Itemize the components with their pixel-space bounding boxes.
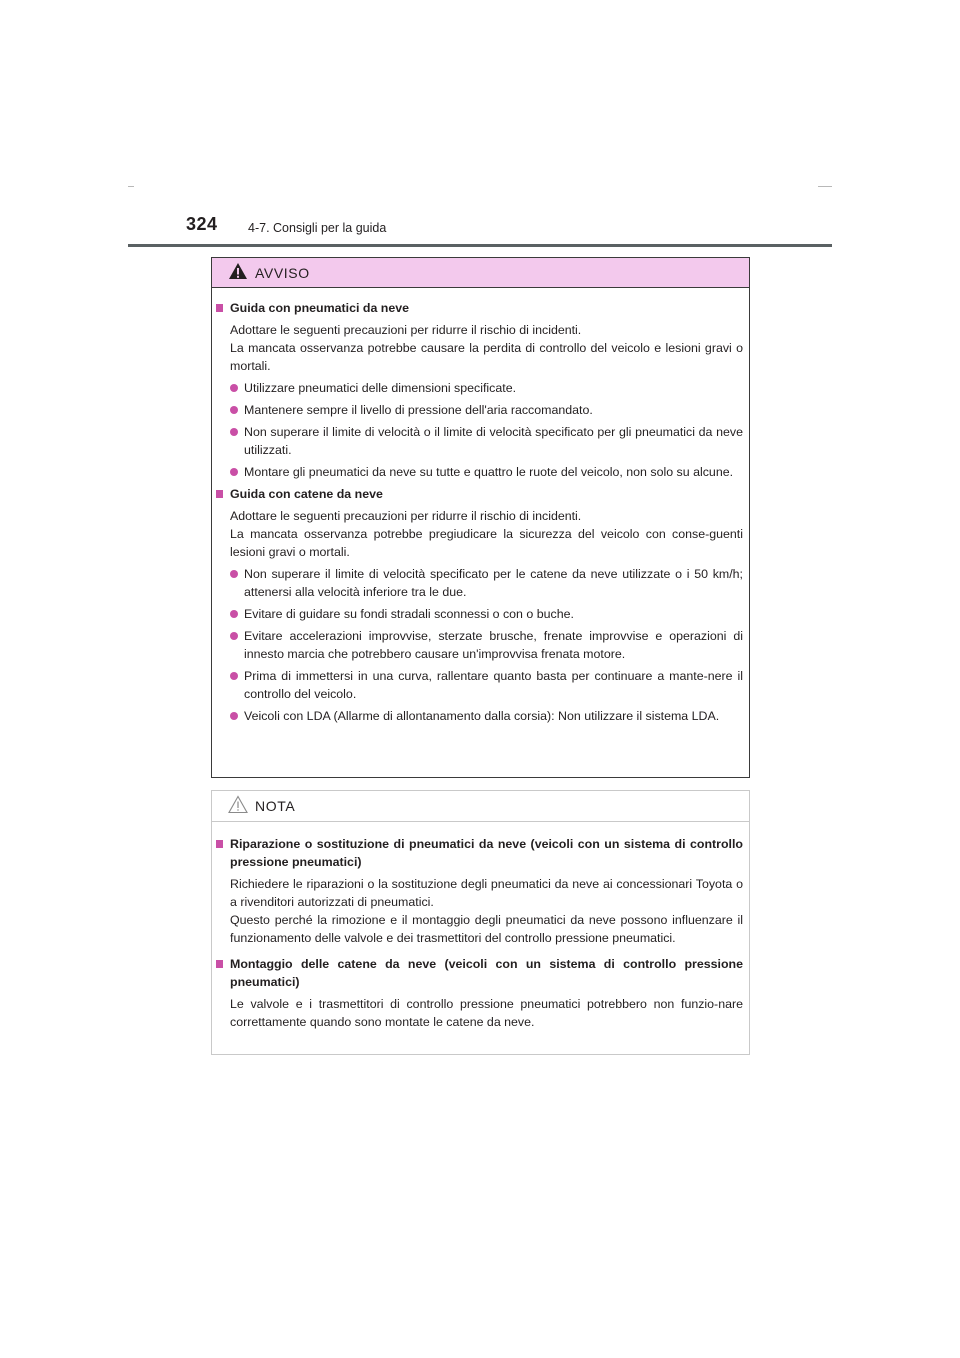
bullet-item: Mantenere sempre il livello di pressione dell'aria raccomandato.	[216, 401, 743, 419]
bullet-list	[216, 379, 743, 481]
bullet-item: Evitare di guidare su fondi stradali sconnessi o con o buche.	[216, 605, 743, 623]
crop-mark-right	[818, 186, 832, 187]
header-rule	[128, 244, 832, 247]
note-box-title: NOTA	[255, 798, 296, 814]
note-content	[216, 835, 743, 1035]
section-heading: Guida con pneumatici da neve	[216, 299, 743, 317]
bullet-item: Utilizzare pneumatici delle dimensioni specificate.	[216, 379, 743, 397]
bullet-item: Prima di immettersi in una curva, rallentare quanto basta per continuare a mante-nere il controllo del veicolo.	[216, 667, 743, 703]
section-intro	[216, 507, 743, 561]
intro-line: La mancata osservanza potrebbe causare la perdita di controllo del veicolo e lesioni gravi o mortali.	[230, 341, 743, 373]
section-heading: Riparazione o sostituzione di pneumatici da neve (veicoli con un sistema di controllo pressione pneumatici)	[216, 835, 743, 871]
warning-triangle-outline-icon	[228, 795, 248, 819]
body-paragraph: Richiedere le riparazioni o la sostituzione degli pneumatici da neve ai concessionari Toyota o a rivenditori autorizzati di pneumatici.	[230, 877, 743, 909]
section-body	[216, 875, 743, 947]
crop-mark-left	[128, 186, 134, 187]
warning-box-header	[212, 258, 749, 288]
bullet-item: Non superare il limite di velocità specificato per le catene da neve utilizzate o i 50 km/h; attenersi alla velocità inferiore tra le due.	[216, 565, 743, 601]
note-box	[211, 790, 750, 1055]
section-heading: Montaggio delle catene da neve (veicoli con un sistema di controllo pressione pneumatici)	[216, 955, 743, 991]
intro-line: Adottare le seguenti precauzioni per ridurre il rischio di incidenti.	[230, 323, 582, 337]
bullet-item: Non superare il limite di velocità o il limite di velocità specificato per gli pneumatici da neve utilizzati.	[216, 423, 743, 459]
section-title: 4-7. Consigli per la guida	[248, 221, 387, 235]
body-paragraph: Le valvole e i trasmettitori di controllo pressione pneumatici potrebbero non funzio-nare correttamente quando sono montate le catene da neve.	[230, 997, 743, 1029]
intro-line: Adottare le seguenti precauzioni per ridurre il rischio di incidenti.	[230, 509, 582, 523]
bullet-item: Montare gli pneumatici da neve su tutte e quattro le ruote del veicolo, non solo su alcune.	[216, 463, 743, 481]
section-body	[216, 995, 743, 1031]
warning-content	[216, 299, 743, 729]
note-box-header	[212, 791, 749, 822]
bullet-item: Veicoli con LDA (Allarme di allontanamento dalla corsia): Non utilizzare il sistema LDA.	[216, 707, 743, 725]
warning-triangle-filled-icon	[228, 262, 248, 285]
bullet-list	[216, 565, 743, 725]
warning-box	[211, 257, 750, 778]
section-intro	[216, 321, 743, 375]
section-heading: Guida con catene da neve	[216, 485, 743, 503]
page-number: 324	[186, 214, 218, 234]
intro-line: La mancata osservanza potrebbe pregiudicare la sicurezza del veicolo con conse-guenti lesioni gravi o mortali.	[230, 527, 743, 559]
bullet-item: Evitare accelerazioni improvvise, sterzate brusche, frenate improvvise e operazioni di innesto marcia che potrebbero causare un'improvvisa frenata motore.	[216, 627, 743, 663]
body-paragraph: Questo perché la rimozione e il montaggio degli pneumatici da neve possono influenzare il funzionamento delle valvole e dei trasmettitori del controllo pressione pneumatici.	[230, 913, 743, 945]
warning-box-title: AVVISO	[255, 265, 310, 281]
